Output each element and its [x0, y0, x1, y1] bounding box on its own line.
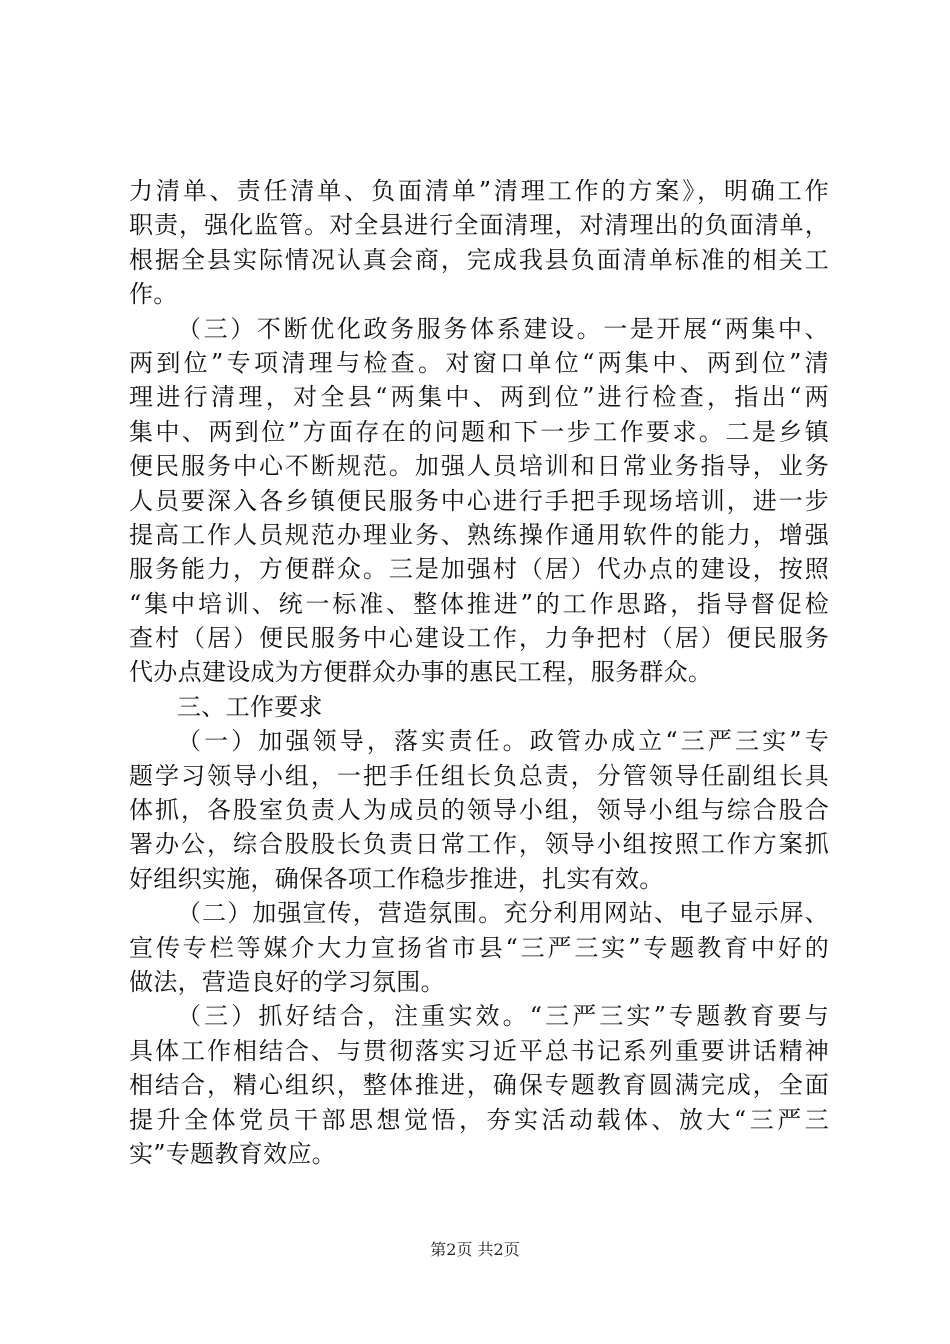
text-line: 提高工作人员规范办理业务、熟练操作通用软件的能力，增强: [129, 520, 829, 549]
text-line: 作。: [129, 280, 178, 309]
text-line: 服务能力，方便群众。三是加强村（居）代办点的建设，按照: [129, 555, 829, 584]
text-line: 实”专题教育效应。: [129, 1139, 336, 1168]
text-line: 人员要深入各乡镇便民服务中心进行手把手现场培训，进一步: [129, 486, 829, 515]
section-heading-line: （三）不断优化政务服务体系建设。一是开展“两集中、: [177, 314, 829, 343]
section-heading-line: （三）抓好结合，注重实效。“三严三实”专题教育要与: [177, 1002, 829, 1031]
text-line: “集中培训、统一标准、整体推进”的工作思路，指导督促检: [129, 589, 829, 618]
document-body: [129, 174, 829, 1171]
section-heading-line: （一）加强领导，落实责任。政管办成立“三严三实”专: [177, 727, 829, 756]
text-line: 两到位”专项清理与检查。对窗口单位“两集中、两到位”清: [129, 348, 829, 377]
text-line: 便民服务中心不断规范。加强人员培训和日常业务指导，业务: [129, 452, 829, 481]
text-line: 具体工作相结合、与贯彻落实习近平总书记系列重要讲话精神: [129, 1036, 829, 1065]
text-line: 理进行清理，对全县“两集中、两到位”进行检查，指出“两: [129, 383, 829, 412]
text-line: 代办点建设成为方便群众办事的惠民工程，服务群众。: [129, 658, 713, 687]
text-line: 力清单、责任清单、负面清单”清理工作的方案》，明确工作: [129, 177, 829, 205]
text-line: 署办公，综合股股长负责日常工作，领导小组按照工作方案抓: [129, 830, 829, 859]
text-line: 好组织实施，确保各项工作稳步推进，扎实有效。: [129, 864, 664, 893]
text-line: 集中、两到位”方面存在的问题和下一步工作要求。二是乡镇: [129, 417, 829, 446]
text-line: 职责，强化监管。对全县进行全面清理，对清理出的负面清单，: [129, 211, 829, 240]
section-heading: 三、工作要求: [177, 692, 323, 721]
text-line: 根据全县实际情况认真会商，完成我县负面清单标准的相关工: [129, 245, 829, 274]
text-line: 体抓，各股室负责人为成员的领导小组，领导小组与综合股合: [129, 796, 829, 825]
text-line: 相结合，精心组织，整体推进，确保专题教育圆满完成，全面: [129, 1071, 829, 1100]
text-line: 做法，营造良好的学习氛围。: [129, 967, 445, 996]
text-line: 宣传专栏等媒介大力宣扬省市县“三严三实”专题教育中好的: [129, 933, 829, 962]
section-heading-line: （二）加强宣传，营造氛围。充分利用网站、电子显示屏、: [177, 899, 829, 928]
text-line: 题学习领导小组，一把手任组长负总责，分管领导任副组长具: [129, 761, 829, 790]
text-line: 提升全体党员干部思想觉悟，夯实活动载体、放大“三严三: [129, 1105, 829, 1134]
page-number-footer: 第2页 共2页: [430, 1240, 520, 1259]
text-line: 查村（居）便民服务中心建设工作，力争把村（居）便民服务: [129, 624, 829, 653]
